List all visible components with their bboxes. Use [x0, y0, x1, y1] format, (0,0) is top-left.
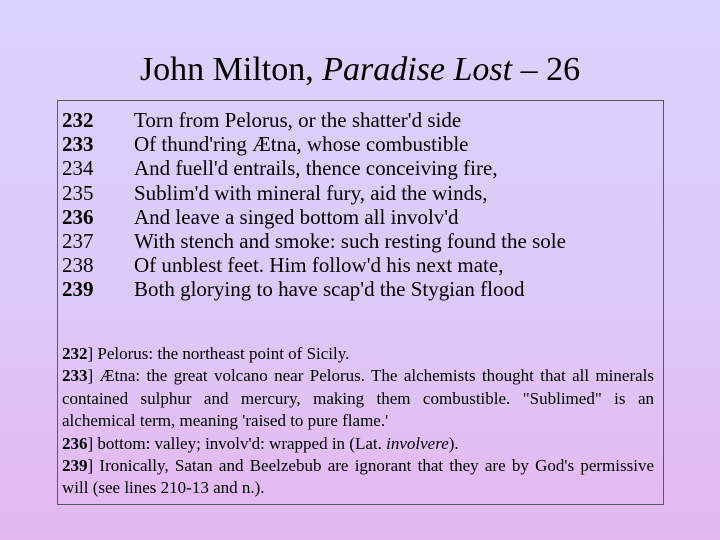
verse-text: Of unblest feet. Him follow'd his next mate,	[134, 253, 504, 278]
verse-line	[62, 132, 566, 156]
footnote-text: ] Ironically, Satan and Beelzebub are ignorant that they are by God's permissive will (see lines 210-13 and n.).	[62, 456, 654, 498]
slide-title	[0, 48, 720, 92]
line-number: 239	[62, 277, 94, 302]
title-author: John Milton,	[139, 51, 323, 88]
line-number: 233	[62, 132, 94, 157]
verse-block	[62, 108, 566, 302]
footnote-text: ] Pelorus: the northeast point of Sicily.	[87, 344, 350, 363]
line-number: 238	[62, 253, 94, 278]
footnote	[62, 365, 654, 432]
line-number: 234	[62, 156, 94, 181]
footnote-text: ] Ætna: the great volcano near Pelorus. The alchemists thought that all minerals contained sulphur and mercury, making them combustible. "Sublimed" is an alchemical term, meaning 'raised to pure flame.'	[62, 366, 654, 431]
verse-text: Both glorying to have scap'd the Stygian flood	[134, 277, 525, 302]
footnote	[62, 433, 654, 455]
verse-text: Sublim'd with mineral fury, aid the winds,	[134, 180, 488, 205]
footnote	[62, 343, 654, 365]
footnote-number: 239	[62, 456, 88, 476]
footnote	[62, 455, 654, 500]
verse-line	[62, 181, 566, 205]
line-number: 232	[62, 108, 94, 132]
verse-line	[62, 156, 566, 180]
footnotes	[62, 343, 654, 500]
verse-text: Torn from Pelorus, or the shatter'd side	[134, 108, 462, 132]
footnote-text-end: ).	[448, 433, 459, 453]
title-work: Paradise Lost	[322, 51, 513, 88]
verse-text: And leave a singed bottom all involv'd	[134, 204, 459, 229]
footnote-number: 233	[62, 366, 88, 386]
line-number: 236	[62, 204, 94, 229]
verse-line	[62, 229, 566, 253]
verse-text: With stench and smoke: such resting found the sole	[134, 229, 566, 254]
verse-text: And fuell'd entrails, thence conceiving fire,	[134, 156, 498, 181]
verse-text: Of thund'ring Ætna, whose combustible	[134, 132, 469, 157]
footnote-text: ] bottom: valley; involv'd: wrapped in (Lat.	[87, 433, 387, 453]
verse-line	[62, 108, 566, 132]
line-number: 235	[62, 180, 94, 205]
footnote-number: 236	[62, 433, 88, 453]
verse-line	[62, 277, 566, 301]
footnote-latin-term: involvere	[386, 433, 449, 453]
verse-line	[62, 253, 566, 277]
footnote-number: 232	[62, 344, 88, 363]
verse-line	[62, 205, 566, 229]
title-suffix: – 26	[512, 51, 581, 88]
line-number: 237	[62, 229, 94, 254]
